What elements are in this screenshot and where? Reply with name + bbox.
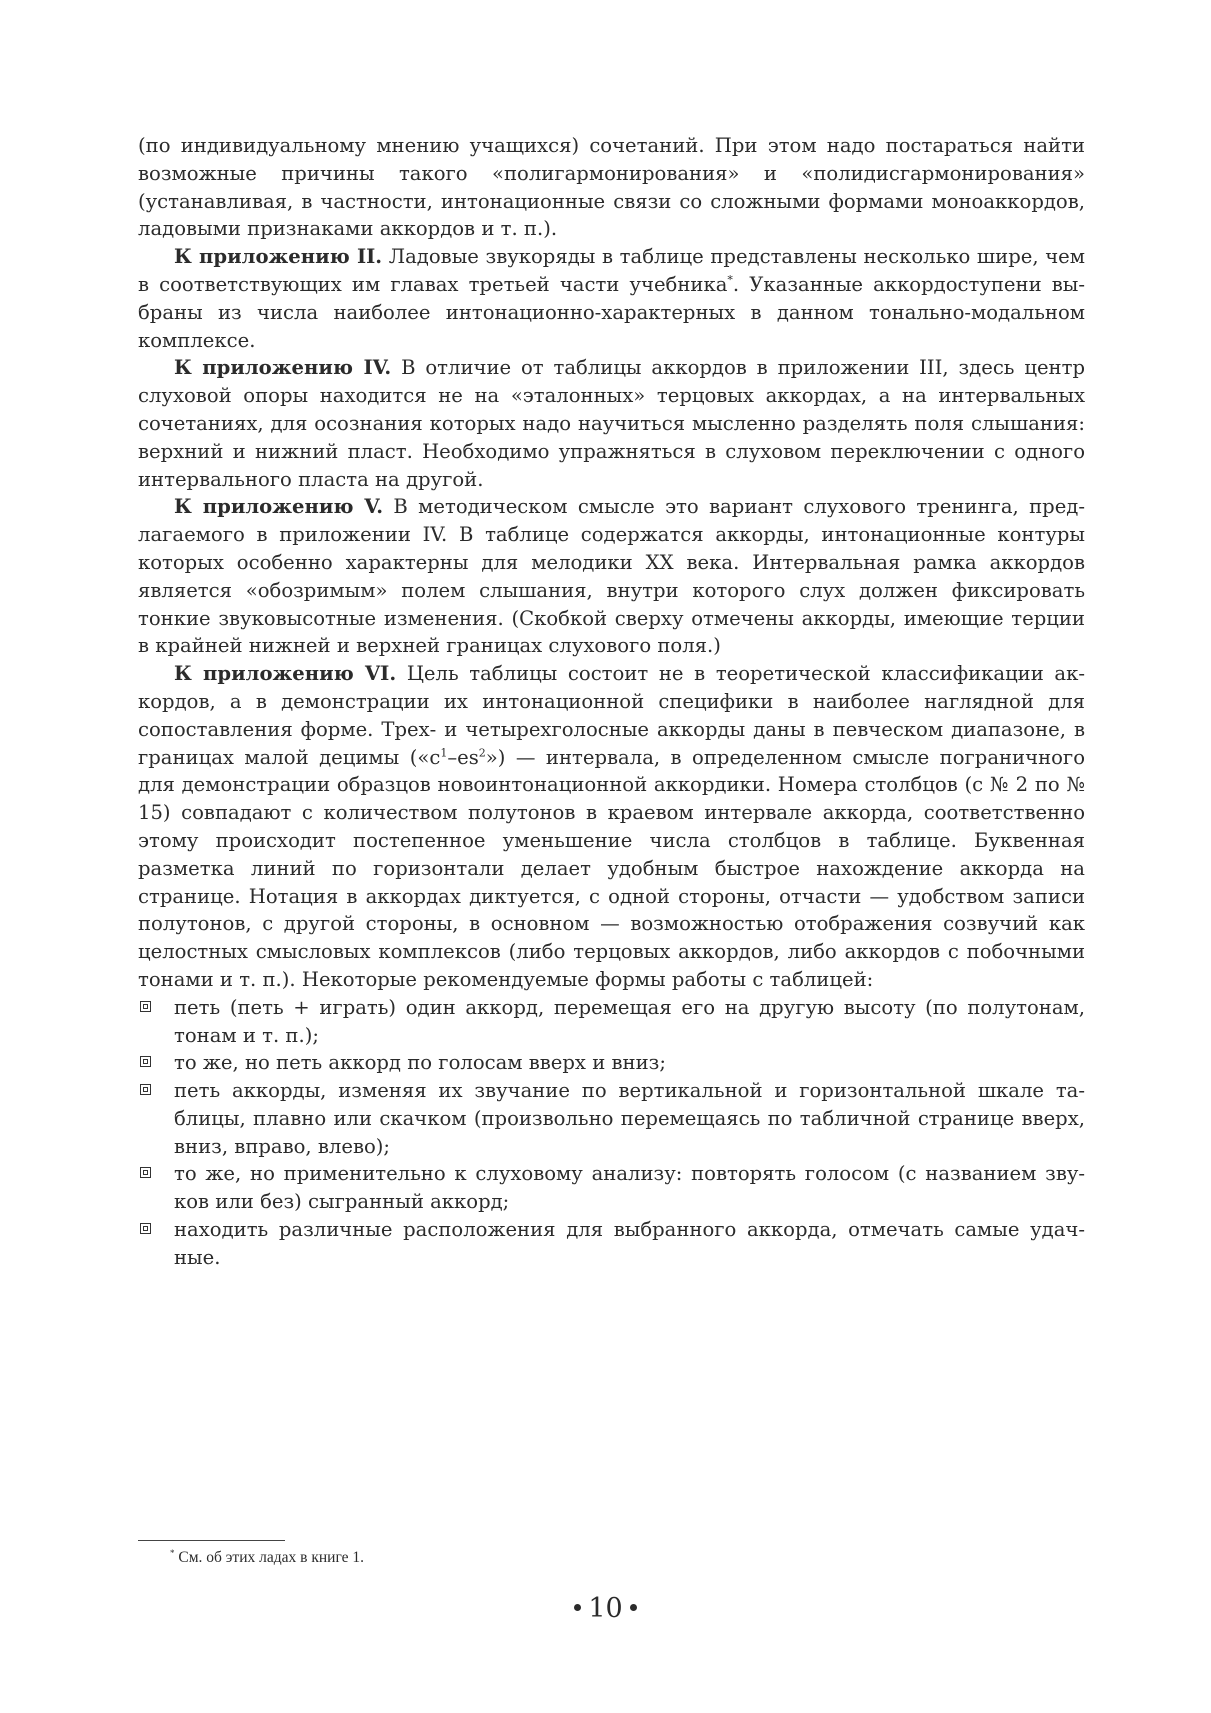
square-spiral-icon: [140, 1223, 151, 1234]
bullet-dot-icon: [574, 1604, 581, 1611]
superscript: 2: [478, 746, 486, 759]
paragraph-lead: К приложению IV.: [174, 356, 392, 380]
square-spiral-icon: [140, 1167, 151, 1178]
paragraph-appendix-6: [138, 660, 1085, 994]
list-item: [138, 1216, 1085, 1272]
paragraph-appendix-5: [138, 493, 1085, 660]
exercise-list: [138, 994, 1085, 1272]
paragraph-appendix-2: [138, 243, 1085, 354]
list-item-text: то же, но петь аккорд по голосам вверх и вниз;: [174, 1051, 666, 1075]
paragraph-continuation: [138, 132, 1085, 243]
footnote-text: См. об этих ладах в книге 1.: [174, 1549, 364, 1566]
footnote: [170, 1548, 364, 1568]
list-item-text: то же, но применительно к слуховому анализу: повторять голосом (с названием звуков или без) сыгранный аккорд;: [174, 1162, 1085, 1214]
paragraph-text: Цель таблицы состоит не в теоретической классификации аккордов, а в демонстрации их интонационной специфики в наиболее наглядной для сопоставления форме. Трех- и четырехголосные аккорды даны в певческом диапазоне, в границах малой децимы («c: [138, 662, 1085, 769]
paragraph-lead: К приложению VI.: [174, 662, 397, 686]
page-number: [0, 1592, 1211, 1626]
square-spiral-icon: [140, 1001, 151, 1012]
paragraph-text: –es: [447, 745, 479, 769]
list-item: [138, 994, 1085, 1050]
bullet-dot-icon: [630, 1604, 637, 1611]
list-item: [138, 1049, 1085, 1077]
paragraph-text: В методическом смысле это вариант слухового тренинга, предлагаемого в приложении IV. В таблице содержатся аккорды, интонационные контуры которых особенно характерны для мелодики XX века. Интервальная рамка аккордов является «обозримым» полем слышания, внутри которого слух должен фиксировать тонкие звуковысотные изменения. (Скобкой сверху отмечены аккорды, имеющие терции в крайней нижней и верхней границах слухового поля.): [138, 495, 1085, 658]
page-number-value: 10: [588, 1593, 623, 1624]
paragraph-text: Ладовые звукоряды в таблице представлены несколько шире, чем в соответствующих им главах третьей части учебника: [138, 245, 1085, 296]
paragraph-lead: К приложению V.: [174, 495, 384, 519]
footnote-divider: [138, 1540, 285, 1541]
list-item: [138, 1077, 1085, 1160]
paragraph-text: ») — интервала, в определенном смысле пограничного для демонстрации образцов новоинтонационной аккордики. Номера столбцов (с № 2 по № 15) совпадают с количеством полутонов в краевом интервале аккорда, соответственно этому происходит постепенное уменьшение числа столбцов в таблице. Буквенная разметка линий по горизонтали делает удобным быстрое нахождение аккорда на странице. Нотация в аккордах диктуется, с одной стороны, отчасти — удобством записи полутонов, с другой стороны, в основном — возможностью отображения созвучий как целостных смысловых комплексов (либо терцовых аккордов, либо аккордов с побочными тонами и т. п.). Некоторые рекомендуемые формы работы с таблицей:: [138, 745, 1085, 991]
paragraph-lead: К приложению II.: [174, 245, 383, 269]
list-item: [138, 1160, 1085, 1216]
list-item-text: петь (петь + играть) один аккорд, перемещая его на другую высоту (по полутонам, тонам и т. п.);: [174, 995, 1085, 1047]
list-item-text: находить различные расположения для выбранного аккорда, отмечать самые удачные.: [174, 1218, 1085, 1269]
superscript: 1: [440, 746, 448, 759]
footnote-mark: *: [170, 1547, 175, 1558]
square-spiral-icon: [140, 1084, 151, 1095]
paragraph-appendix-4: [138, 354, 1085, 493]
page-body: [138, 132, 1085, 1272]
square-spiral-icon: [140, 1056, 151, 1067]
footnote-reference[interactable]: *: [727, 273, 733, 287]
paragraph-text: . Указанные аккордоступени выбраны из числа наиболее интонационно-характерных в данном тонально-модальном комплексе.: [138, 272, 1085, 352]
paragraph-text: (по индивидуальному мнению учащихся) сочетаний. При этом надо постараться найти возможные причины такого «полигармонирования» и «полидисгармонирования» (устанавливая, в частности, интонационные связи со сложными формами моноаккордов, ладовыми признаками аккордов и т. п.).: [138, 134, 1085, 241]
list-item-text: петь аккорды, изменяя их звучание по вертикальной и горизонтальной шкале таблицы, плавно или скачком (произвольно перемещаясь по табличной странице вверх, вниз, вправо, влево);: [174, 1079, 1085, 1158]
paragraph-text: В отличие от таблицы аккордов в приложении III, здесь центр слуховой опоры находится не на «эталонных» терцовых аккордах, а на интервальных сочетаниях, для осознания которых надо научиться мысленно разделять поля слышания: верхний и нижний пласт. Необходимо упражняться в слуховом переключении с одного интервального пласта на другой.: [138, 356, 1085, 491]
